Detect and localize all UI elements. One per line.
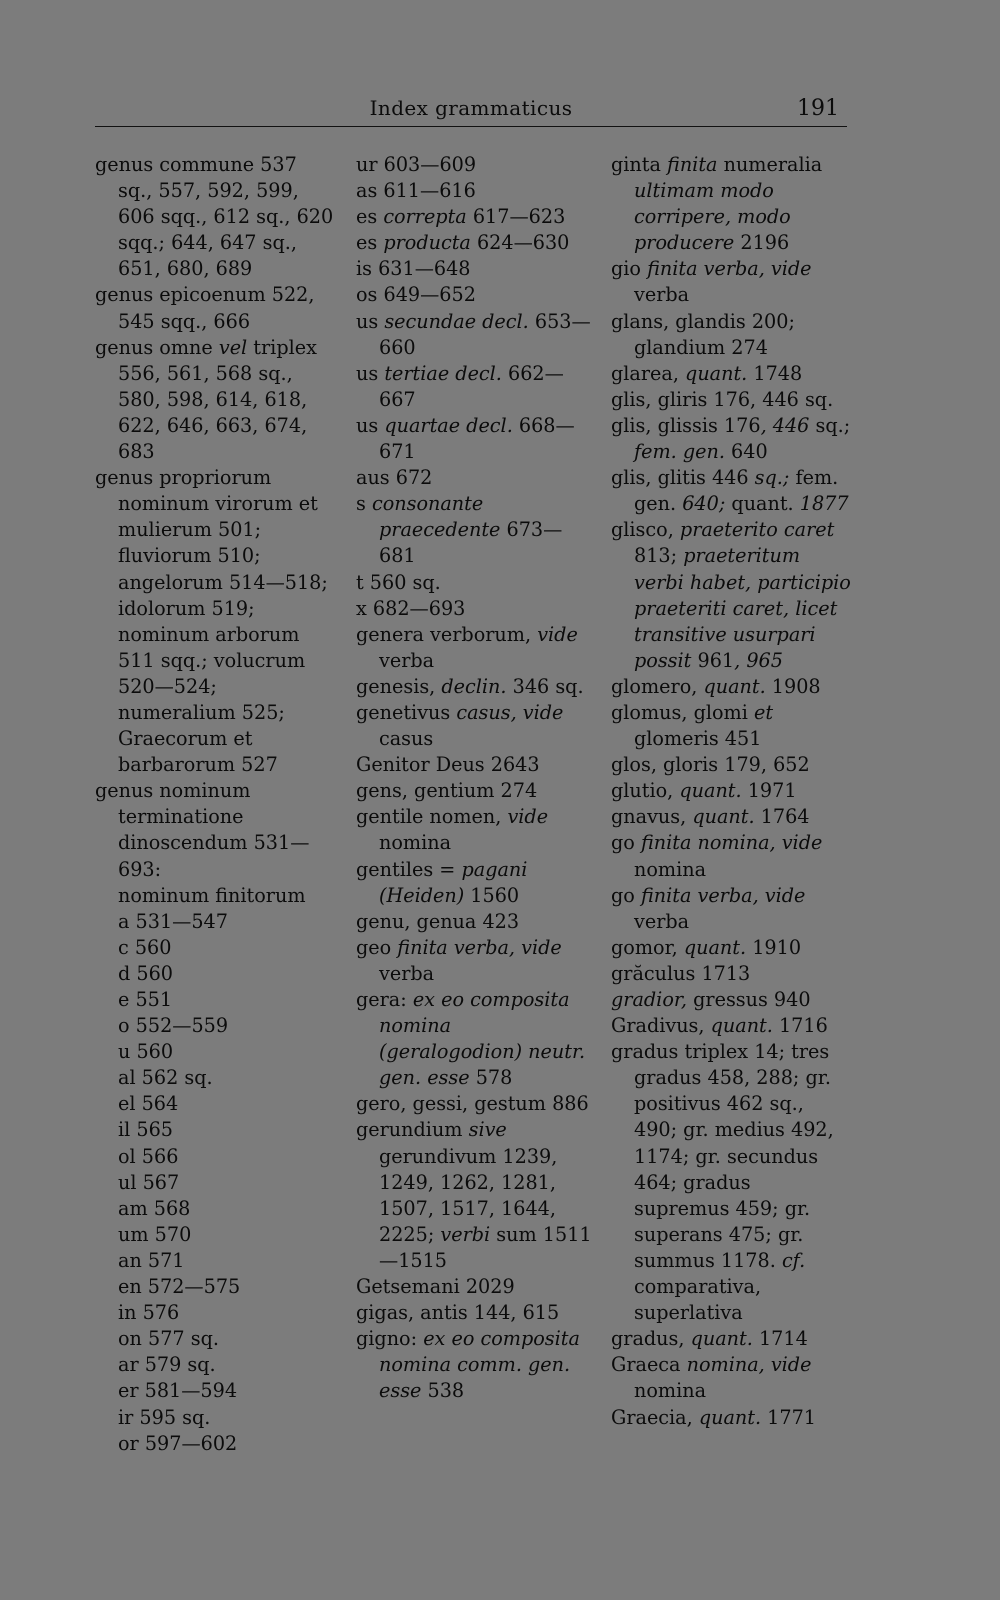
index-entry: Graecia, quant. 1771 (611, 1405, 817, 1429)
index-entry: u 560 (118, 1040, 174, 1064)
index-entry: genu, genua 423 (356, 909, 520, 933)
index-entry: is 631—648 (356, 257, 471, 281)
index-entry: um 570 (118, 1222, 192, 1246)
index-entry: al 562 sq. (118, 1066, 213, 1090)
index-entry: a 531—547 (118, 909, 228, 933)
index-entry: or 597—602 (118, 1431, 238, 1455)
index-entry: nominum finitorum (118, 883, 306, 907)
index-entry: glans, glandis 200; glandium 274 (611, 309, 795, 359)
index-entry: ginta finita numeralia ultimam modo corripere, modo producere 2196 (611, 153, 823, 255)
index-entry: geo finita verba, vide verba (356, 935, 562, 985)
index-entry: an 571 (118, 1248, 185, 1272)
index-entry: glis, glissis 176, 446 sq.; fem. gen. 640 (611, 413, 851, 464)
index-entry: gerundium sive gerundivum 1239, 1249, 1262, 1281, 1507, 1517, 1644, 2225; verbi sum 1511—1515 (356, 1118, 592, 1272)
index-entry: gigas, antis 144, 615 (356, 1301, 560, 1325)
running-header (95, 96, 847, 127)
index-entry: er 581—594 (118, 1379, 238, 1403)
index-entry: t 560 sq. (356, 570, 441, 594)
index-entry: go finita nomina, vide nomina (611, 831, 823, 881)
index-entry: Genitor Deus 2643 (356, 753, 540, 777)
index-entry: gens, gentium 274 (356, 779, 538, 803)
index-entry: glomus, glomi et glomeris 451 (611, 700, 774, 751)
index-entry: gigno: ex eo composita nomina comm. gen. esse 538 (356, 1327, 580, 1403)
index-entry: os 649—652 (356, 283, 476, 307)
index-entry: glomero, quant. 1908 (611, 674, 821, 698)
index-entry: genus nominum terminatione dinoscendum 531—693: (95, 779, 310, 881)
index-entry: us secundae decl. 653—660 (356, 309, 591, 359)
index-entry: genesis, declin. 346 sq. (356, 674, 584, 698)
index-entry: d 560 (118, 961, 174, 985)
index-entry: Getsemani 2029 (356, 1275, 515, 1299)
index-entry: ol 566 (118, 1144, 179, 1168)
index-entry: go finita verba, vide verba (611, 883, 806, 933)
index-entry: Gradivus, quant. 1716 (611, 1014, 828, 1038)
index-entry: ul 567 (118, 1170, 180, 1194)
index-entry: aus 672 (356, 466, 433, 490)
index-entry: gradus triplex 14; tres gradus 458, 288; gr. positivus 462 sq., 490; gr. medius 492, 1174; gr. secundus 464; gradus supremus 459; gr. superans 475; gr. summus 1178. cf. comparativa, superlativa (611, 1040, 834, 1325)
index-entry: c 560 (118, 935, 172, 959)
page-number: 191 (797, 96, 839, 121)
index-entry: glisco, praeterito caret 813; praeteritum verbi habet, participio praeteriti caret, licet transitive usurpari possit 961, 965 (611, 518, 851, 672)
index-entry: x 682—693 (356, 596, 466, 620)
index-entry: es producta 624—630 (356, 231, 570, 255)
index-entry: us quartae decl. 668—671 (356, 413, 575, 464)
index-entry: in 576 (118, 1301, 180, 1325)
index-entry: glos, gloris 179, 652 (611, 753, 810, 777)
index-entry: genus epicoenum 522, 545 sqq., 666 (95, 283, 315, 333)
index-entry: el 564 (118, 1092, 179, 1116)
page-title: Index grammaticus (369, 96, 573, 120)
index-entry: genera verborum, vide verba (356, 622, 578, 672)
index-entry: grăculus 1713 (611, 961, 751, 985)
index-entry: gentile nomen, vide nomina (356, 805, 549, 855)
index-entry: gradus, quant. 1714 (611, 1327, 808, 1351)
index-entry: as 611—616 (356, 179, 476, 203)
index-entry: genus omne vel triplex 556, 561, 568 sq., 580, 598, 614, 618, 622, 646, 663, 674, 683 (95, 335, 317, 464)
index-entry: en 572—575 (118, 1275, 241, 1299)
index-entry: e 551 (118, 988, 173, 1011)
index-entry: ar 579 sq. (118, 1353, 216, 1377)
index-entry: s consonante praecedente 673—681 (356, 492, 563, 568)
index-entry: genus propriorum nominum virorum et mulierum 501; fluviorum 510; angelorum 514—518; idolorum 519; nominum arborum 511 sqq.; volucrum 520—524; numeralium 525; Graecorum et barbarorum 527 (95, 466, 328, 777)
index-entry: ur 603—609 (356, 153, 477, 176)
index-entry: glarea, quant. 1748 (611, 361, 803, 385)
index-entry: Graeca nomina, vide nomina (611, 1353, 812, 1403)
index-entry: genus commune 537 sq., 557, 592, 599, 606 sqq., 612 sq., 620 sqq.; 644, 647 sq., 651, 680, 689 (95, 153, 334, 281)
index-entry: gnavus, quant. 1764 (611, 805, 810, 829)
index-entry: es correpta 617—623 (356, 205, 566, 229)
index-entry: us tertiae decl. 662—667 (356, 361, 564, 411)
index-entry: gomor, quant. 1910 (611, 935, 802, 959)
index-entry: ir 595 sq. (118, 1405, 211, 1429)
index-entry: on 577 sq. (118, 1327, 219, 1351)
index-entry: glutio, quant. 1971 (611, 779, 797, 803)
index-entry: glis, glitis 446 sq.; fem. gen. 640; quant. 1877 (611, 466, 849, 516)
index-entry: il 565 (118, 1118, 173, 1142)
index-entry: gradior, gressus 940 (611, 988, 811, 1011)
index-column-3 (611, 152, 851, 1431)
index-entry: genetivus casus, vide casus (356, 700, 564, 751)
index-entry: glis, gliris 176, 446 sq. (611, 387, 834, 411)
index-entry: gera: ex eo composita nomina (geralogodion) neutr. gen. esse 578 (356, 988, 586, 1090)
index-entry: o 552—559 (118, 1014, 229, 1038)
index-entry: gio finita verba, vide verba (611, 257, 812, 307)
index-entry: gentiles = pagani (Heiden) 1560 (356, 857, 528, 907)
index-column-2 (356, 152, 594, 1405)
index-column-1 (95, 152, 335, 1457)
index-entry: am 568 (118, 1196, 191, 1220)
index-entry: gero, gessi, gestum 886 (356, 1092, 589, 1116)
